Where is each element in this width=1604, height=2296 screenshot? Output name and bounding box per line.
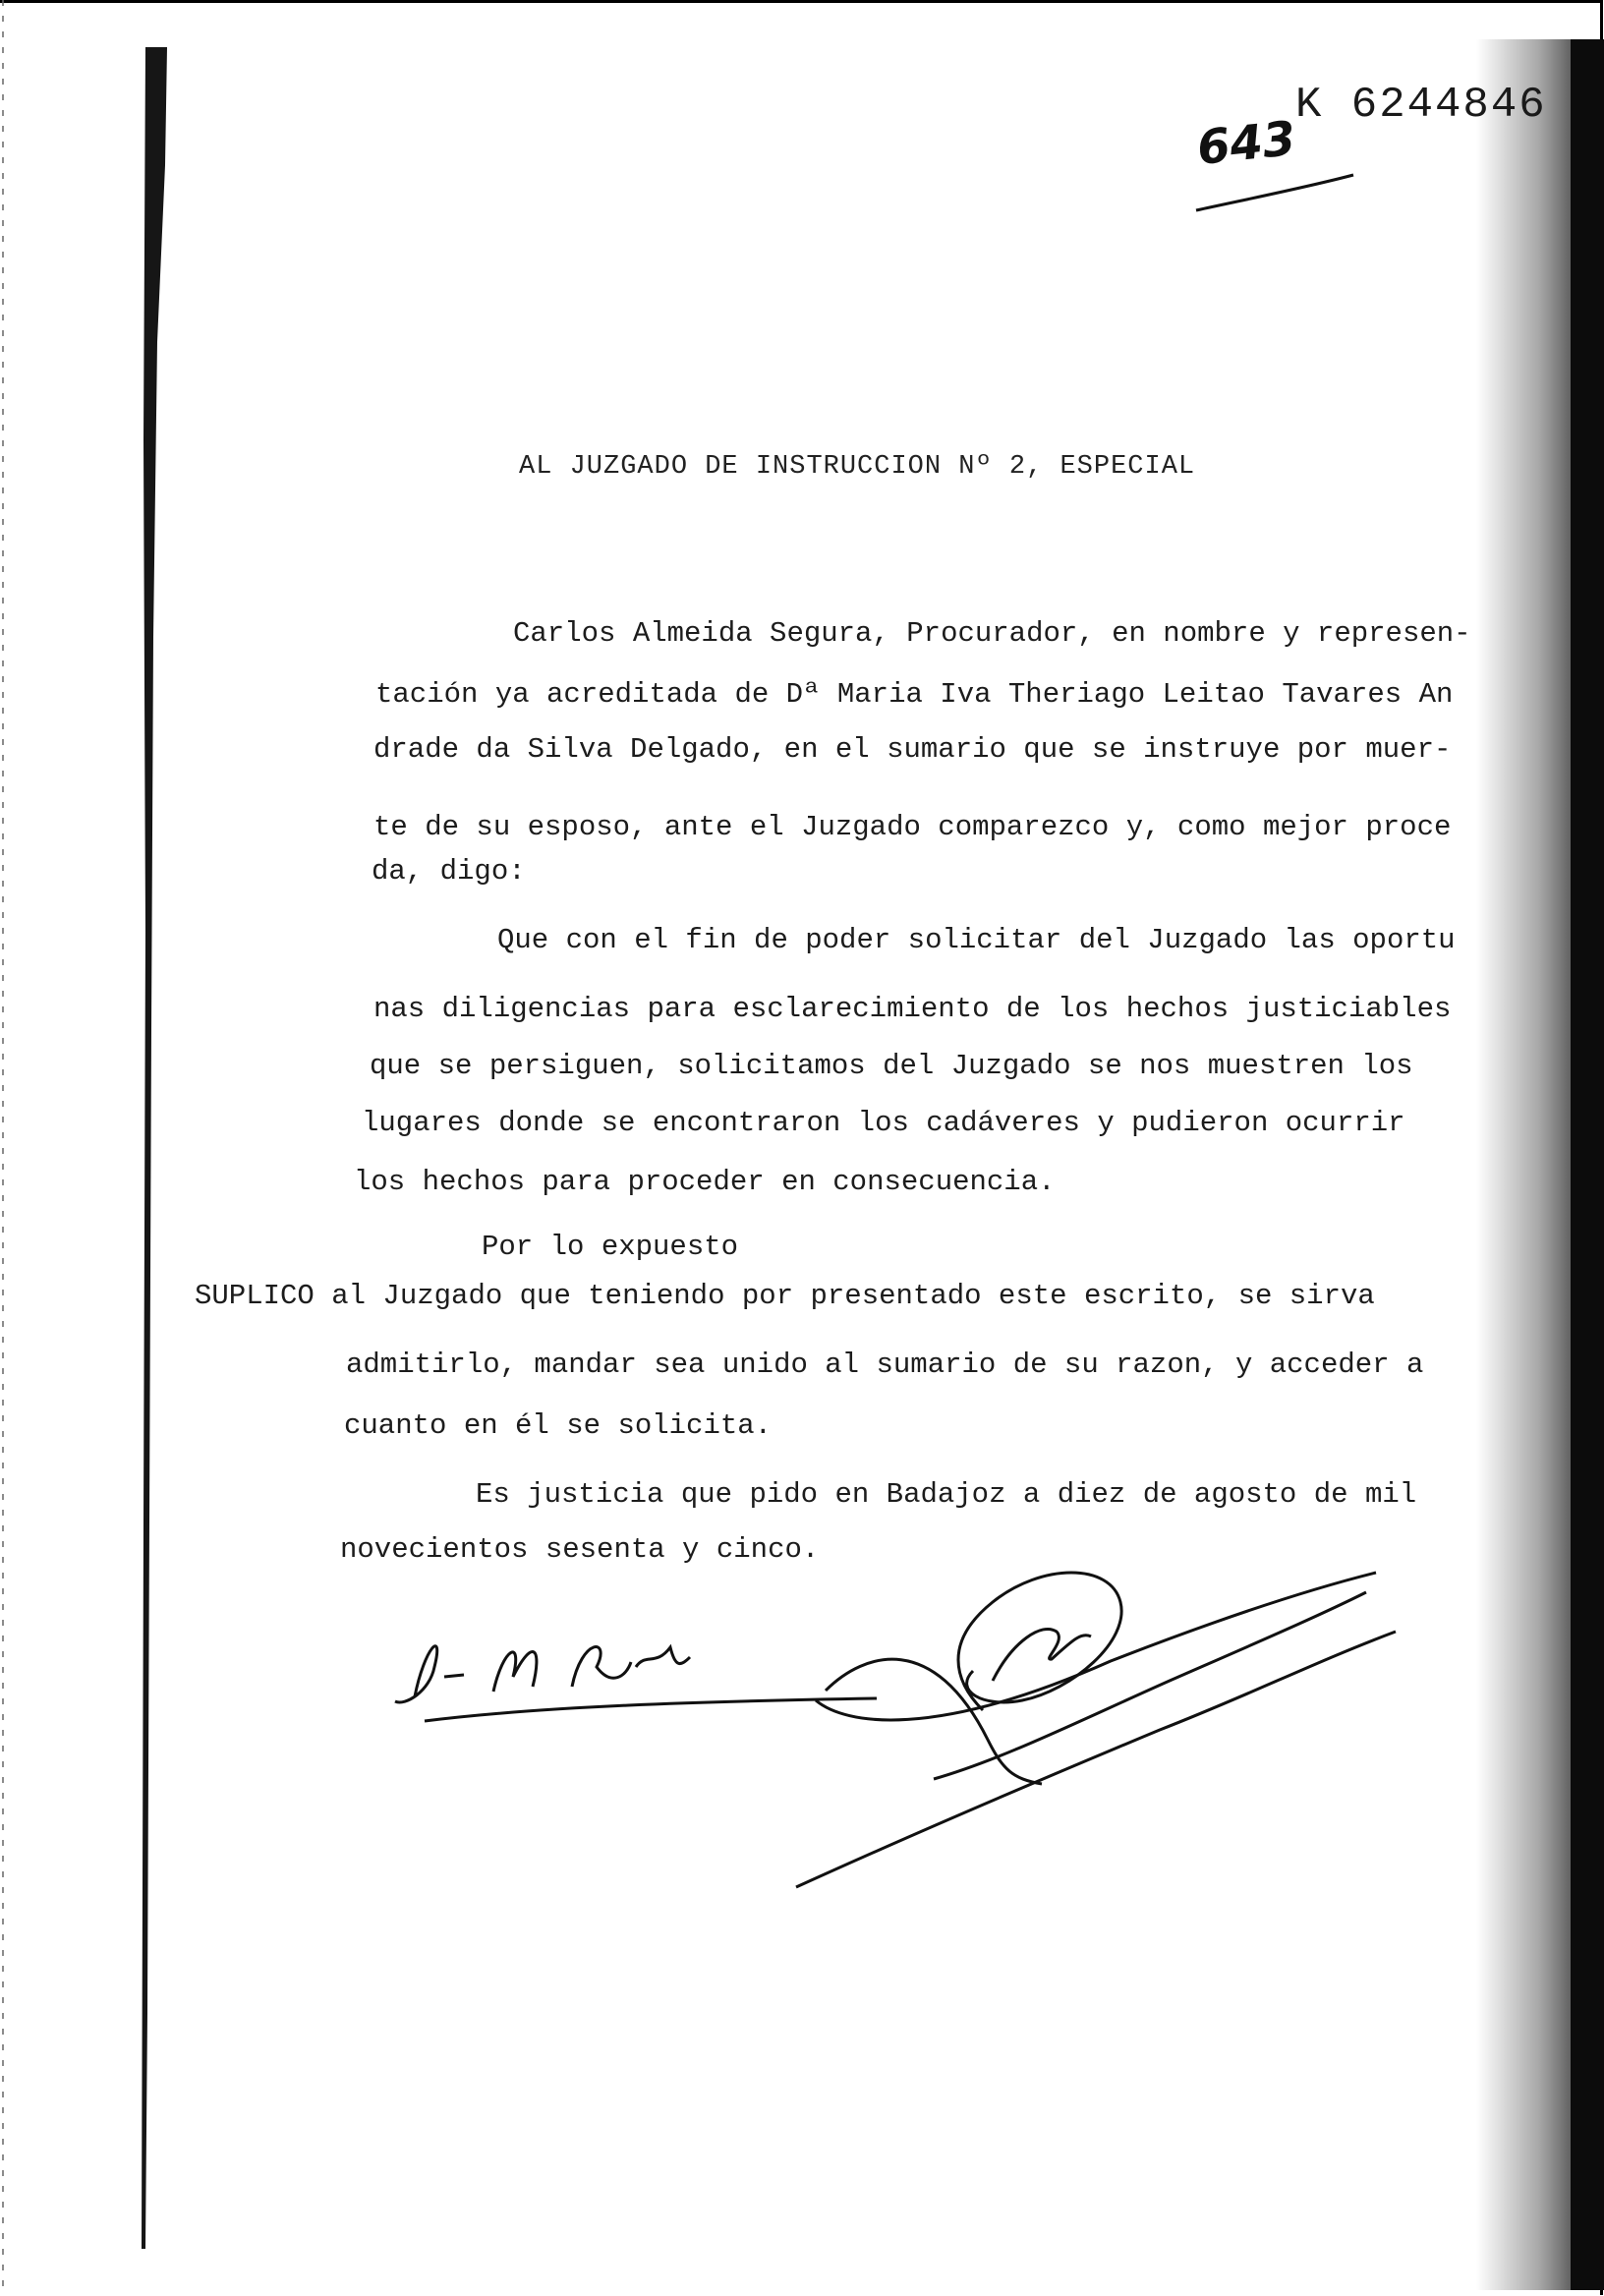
scan-right-shadow bbox=[1476, 39, 1604, 2290]
body-line: SUPLICO al Juzgado que teniendo por presentado este escrito, se sirva bbox=[195, 1280, 1375, 1312]
folio-number: 643 bbox=[1194, 110, 1298, 177]
body-line: nas diligencias para esclarecimiento de los hechos justiciables bbox=[373, 993, 1452, 1025]
body-line: que se persiguen, solicitamos del Juzgado se nos muestren los bbox=[370, 1050, 1413, 1082]
body-line: lugares donde se encontraron los cadáveres y pudieron ocurrir bbox=[362, 1107, 1405, 1139]
scan-left-edge-marks bbox=[0, 0, 20, 2296]
body-line: da, digo: bbox=[372, 855, 526, 888]
body-line: Por lo expuesto bbox=[482, 1231, 739, 1263]
document-number: K 6244846 bbox=[1295, 81, 1547, 130]
body-line: cuanto en él se solicita. bbox=[344, 1409, 773, 1442]
folio-underline bbox=[1191, 169, 1358, 218]
scan-shadow-bar bbox=[138, 47, 177, 2249]
body-line: novecientos sesenta y cinco. bbox=[340, 1533, 820, 1566]
body-line: Carlos Almeida Segura, Procurador, en nombre y represen- bbox=[513, 617, 1471, 650]
body-line: los hechos para proceder en consecuencia. bbox=[354, 1166, 1056, 1198]
body-line: Es justicia que pido en Badajoz a diez de agosto de mil bbox=[476, 1478, 1417, 1511]
body-line: tación ya acreditada de Dª Maria Iva Theriago Leitao Tavares An bbox=[375, 678, 1454, 711]
body-line: te de su esposo, ante el Juzgado comparezco y, como mejor proce bbox=[373, 811, 1452, 843]
signature-right bbox=[786, 1533, 1415, 1897]
body-line: admitirlo, mandar sea unido al sumario de su razon, y acceder a bbox=[346, 1349, 1424, 1381]
body-line: drade da Silva Delgado, en el sumario que se instruye por muer- bbox=[373, 733, 1452, 766]
body-line: Que con el fin de poder solicitar del Juzgado las oportu bbox=[497, 924, 1456, 956]
document-heading: AL JUZGADO DE INSTRUCCION Nº 2, ESPECIAL bbox=[519, 452, 1196, 482]
